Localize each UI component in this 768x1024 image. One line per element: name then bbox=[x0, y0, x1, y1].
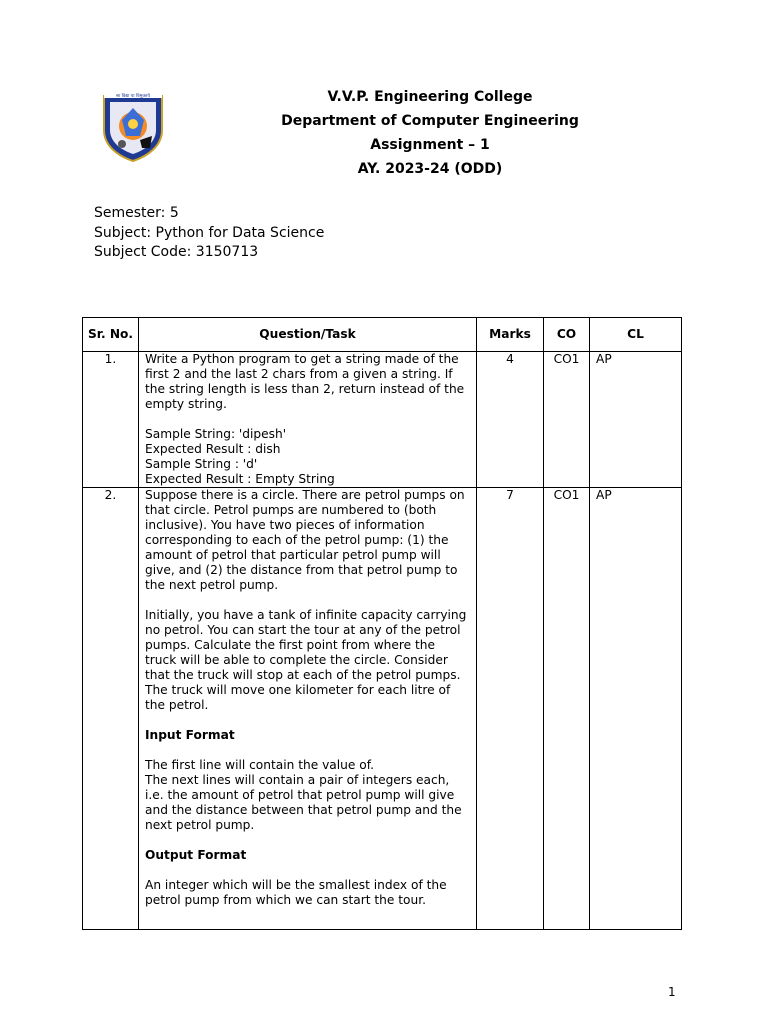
table-header-row bbox=[83, 318, 682, 352]
subject-line: Subject: Python for Data Science bbox=[94, 224, 325, 241]
row-cl: AP bbox=[590, 352, 682, 488]
logo-motto: सा विद्या या विमुक्तये bbox=[116, 94, 150, 99]
row-cl: AP bbox=[590, 488, 682, 930]
row-question bbox=[139, 488, 477, 930]
row-sr-no: 1. bbox=[83, 352, 139, 488]
college-name: V.V.P. Engineering College bbox=[327, 89, 533, 105]
course-meta bbox=[94, 204, 324, 263]
subject-code-line: Subject Code: 3150713 bbox=[94, 244, 259, 260]
row-marks: 4 bbox=[477, 352, 544, 488]
row-sr-no: 2. bbox=[83, 488, 139, 930]
questions-table bbox=[82, 317, 682, 930]
department-name: Department of Computer Engineering bbox=[281, 113, 579, 129]
row-marks: 7 bbox=[477, 488, 544, 930]
assignment-title: Assignment – 1 bbox=[370, 137, 490, 153]
table-row bbox=[83, 352, 682, 488]
input-format-heading: Input Format bbox=[145, 728, 235, 742]
question-text: Suppose there is a circle. There are petrol pumps on that circle. Petrol pumps are numbered to (both inclusive). You have two pieces of information corresponding to each of the petrol pump: (1) the amount of petrol that particular petrol pump will give, and (2) the distance from that petrol pump to the next petrol pump. bbox=[145, 488, 465, 592]
academic-year: AY. 2023-24 (ODD) bbox=[357, 161, 503, 177]
college-logo bbox=[100, 90, 166, 162]
blank-line bbox=[145, 593, 470, 608]
question-text: Write a Python program to get a string made of the first 2 and the last 2 chars from a given a string. If the string length is less than 2, return instead of the empty string. bbox=[145, 352, 465, 411]
blank-line bbox=[145, 833, 470, 848]
blank-line bbox=[145, 713, 470, 728]
question-text: Initially, you have a tank of infinite capacity carrying no petrol. You can start the tour at any of the petrol pumps. Calculate the first point from where the truck will be able to complete the circle. Consider that the truck will stop at each of the petrol pumps. The truck will move one kilometer for each litre of the petrol. bbox=[145, 608, 467, 712]
page-number: 1 bbox=[668, 985, 676, 999]
semester-line: Semester: 5 bbox=[94, 205, 179, 221]
header-marks: Marks bbox=[477, 318, 544, 352]
expected-result-2: Expected Result : Empty String bbox=[145, 472, 335, 486]
row-co: CO1 bbox=[544, 352, 590, 488]
row-co: CO1 bbox=[544, 488, 590, 930]
blank-line bbox=[145, 412, 470, 427]
blank-line bbox=[145, 743, 470, 758]
expected-result-1: Expected Result : dish bbox=[145, 442, 281, 456]
row-question bbox=[139, 352, 477, 488]
input-format-line-1: The first line will contain the value of. bbox=[145, 758, 374, 772]
header-co: CO bbox=[544, 318, 590, 352]
table-row bbox=[83, 488, 682, 930]
header-sr-no: Sr. No. bbox=[83, 318, 139, 352]
output-format-heading: Output Format bbox=[145, 848, 247, 862]
document-header bbox=[230, 88, 630, 184]
header-question: Question/Task bbox=[139, 318, 477, 352]
blank-line bbox=[145, 863, 470, 878]
output-format-text: An integer which will be the smallest index of the petrol pump from which we can start the tour. bbox=[145, 878, 447, 907]
sample-string-2: Sample String : 'd' bbox=[145, 457, 258, 471]
input-format-line-2: The next lines will contain a pair of integers each, i.e. the amount of petrol that petrol pump will give and the distance between that petrol pump and the next petrol pump. bbox=[145, 773, 462, 832]
header-cl: CL bbox=[590, 318, 682, 352]
sample-string-1: Sample String: 'dipesh' bbox=[145, 427, 287, 441]
